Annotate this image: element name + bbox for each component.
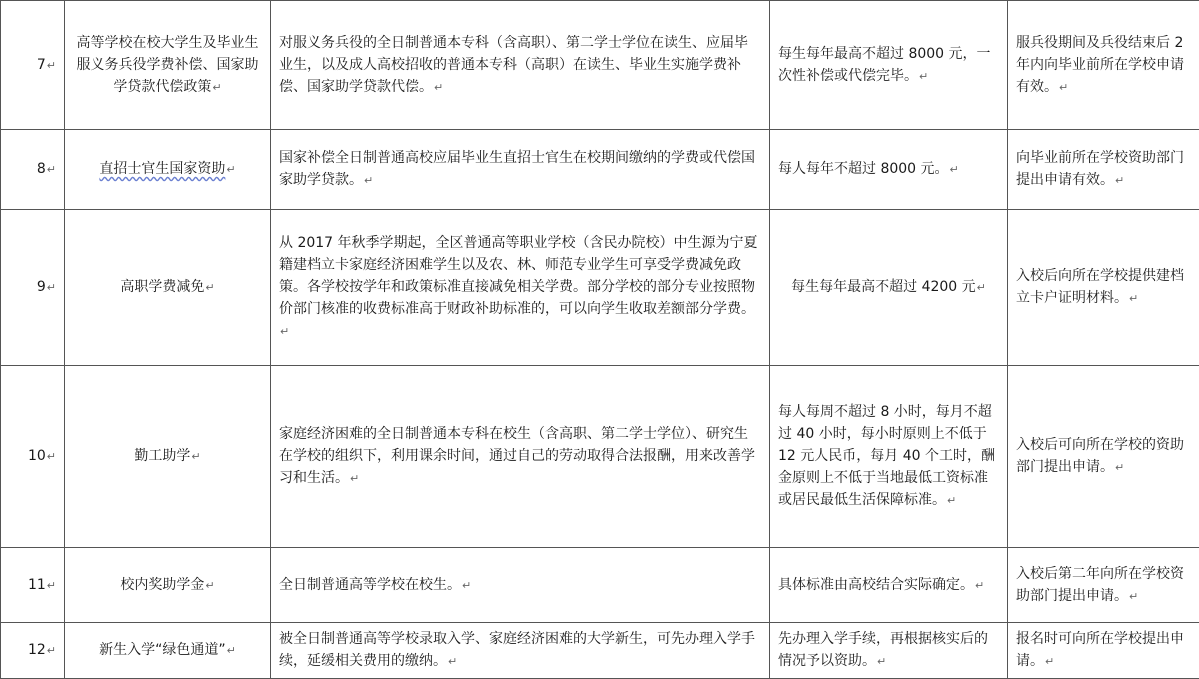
policy-target: 国家补偿全日制普通高校应届毕业生直招士官生在校期间缴纳的学费或代偿国家助学贷款。↵ <box>271 130 770 210</box>
row-number: 11↵ <box>1 548 65 623</box>
policy-name: 新生入学“绿色通道”↵ <box>65 623 271 679</box>
policy-standard: 每生每年最高不超过 4200 元↵ <box>770 210 1008 366</box>
row-number: 7↵ <box>1 1 65 130</box>
policy-name: 直招士官生国家资助↵ <box>65 130 271 210</box>
policy-target: 对服义务兵役的全日制普通本专科（含高职）、第二学士学位在读生、应届毕业生，以及成人高校招收的普通本专科（高职）在读生、毕业生实施学费补偿、国家助学贷款代偿。↵ <box>271 1 770 130</box>
policy-standard: 每生每年最高不超过 8000 元，一次性补偿或代偿完毕。↵ <box>770 1 1008 130</box>
policy-standard: 先办理入学手续，再根据核实后的情况予以资助。↵ <box>770 623 1008 679</box>
policy-target: 全日制普通高等学校在校生。↵ <box>271 548 770 623</box>
policy-name: 高等学校在校大学生及毕业生服义务兵役学费补偿、国家助学贷款代偿政策↵ <box>65 1 271 130</box>
table-row <box>1 623 1199 679</box>
table-row <box>1 1 1199 130</box>
table-row <box>1 210 1199 366</box>
row-number: 10↵ <box>1 366 65 548</box>
policy-name: 校内奖助学金↵ <box>65 548 271 623</box>
policy-apply: 入校后第二年向所在学校资助部门提出申请。↵ <box>1008 548 1199 623</box>
policy-apply: 入校后向所在学校提供建档立卡户证明材料。↵ <box>1008 210 1199 366</box>
policy-target: 家庭经济困难的全日制普通本专科在校生（含高职、第二学士学位）、研究生在学校的组织下，利用课余时间，通过自己的劳动取得合法报酬，用来改善学习和生活。↵ <box>271 366 770 548</box>
policy-target: 从 2017 年秋季学期起，全区普通高等职业学校（含民办院校）中生源为宁夏籍建档立卡家庭经济困难学生以及农、林、师范专业学生可享受学费减免政策。各学校按学年和政策标准直接减免相关学费。部分学校的部分专业按照物价部门核准的收费标准高于财政补助标准的，可以向学生收取差额部分学费。↵ <box>271 210 770 366</box>
row-number: 8↵ <box>1 130 65 210</box>
row-number: 12↵ <box>1 623 65 679</box>
policy-standard: 每人每年不超过 8000 元。↵ <box>770 130 1008 210</box>
policy-name: 勤工助学↵ <box>65 366 271 548</box>
policy-target: 被全日制普通高等学校录取入学、家庭经济困难的大学新生，可先办理入学手续，延缓相关费用的缴纳。↵ <box>271 623 770 679</box>
table-row <box>1 548 1199 623</box>
policy-apply: 服兵役期间及兵役结束后 2 年内向毕业前所在学校申请有效。↵ <box>1008 1 1199 130</box>
table-row <box>1 130 1199 210</box>
policy-apply: 报名时可向所在学校提出申请。↵ <box>1008 623 1199 679</box>
policy-standard: 每人每周不超过 8 小时，每月不超过 40 小时，每小时原则上不低于 12 元人民币，每月 40 个工时，酬金原则上不低于当地最低工资标准或居民最低生活保障标准。↵ <box>770 366 1008 548</box>
table-row <box>1 366 1199 548</box>
policy-apply: 向毕业前所在学校资助部门提出申请有效。↵ <box>1008 130 1199 210</box>
policy-apply: 入校后可向所在学校的资助部门提出申请。↵ <box>1008 366 1199 548</box>
policy-standard: 具体标准由高校结合实际确定。↵ <box>770 548 1008 623</box>
policy-name: 高职学费减免↵ <box>65 210 271 366</box>
row-number: 9↵ <box>1 210 65 366</box>
